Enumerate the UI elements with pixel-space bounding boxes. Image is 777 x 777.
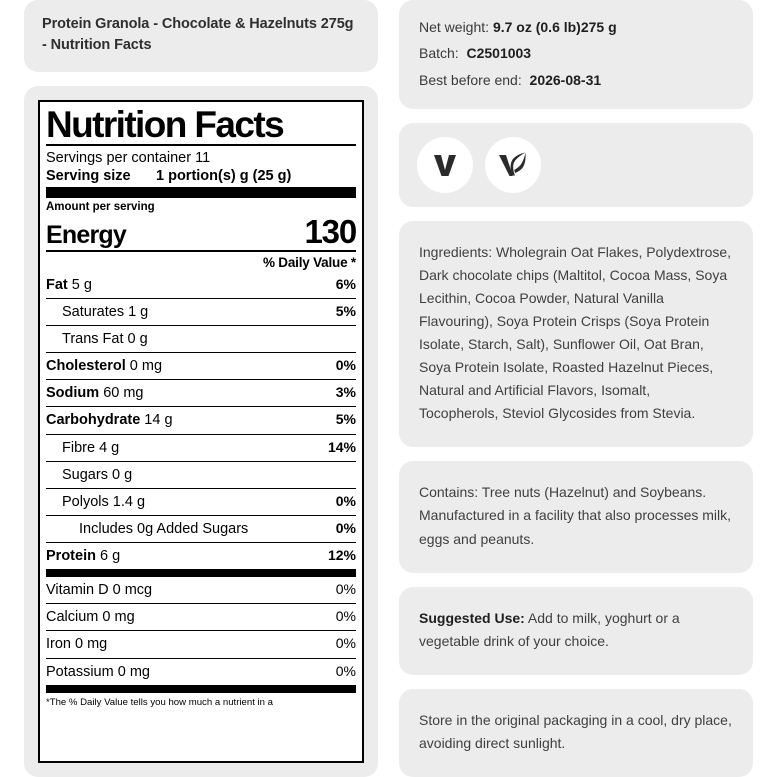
batch-label: Batch: xyxy=(419,45,459,62)
daily-value-header: % Daily Value * xyxy=(262,254,356,270)
daily-value: 0% xyxy=(335,492,356,509)
daily-value-footnote: *The % Daily Value tells you how much a nutrient in a xyxy=(46,696,273,708)
net-weight-label: Net weight: xyxy=(419,19,490,35)
net-weight-row xyxy=(419,14,733,40)
left-column xyxy=(24,0,378,777)
nutrient-rows xyxy=(46,272,356,569)
table-row xyxy=(46,577,356,603)
vitamin-name: Vitamin D 0 mcg xyxy=(46,582,153,599)
nutrient-name: Saturates 1 g xyxy=(62,303,149,320)
daily-value: 0% xyxy=(335,662,356,679)
nutrient-name: Fibre 4 g xyxy=(62,439,120,456)
daily-value: 0% xyxy=(335,635,356,652)
servings-per-container: Servings per container 11 xyxy=(46,149,211,166)
best-before-label: Best before end: xyxy=(419,71,522,88)
table-row xyxy=(46,326,356,352)
vegan-leaf-v-icon xyxy=(495,147,531,183)
daily-value: 6% xyxy=(335,275,356,292)
best-before-value: 2026-08-31 xyxy=(529,71,602,88)
suggested-use-card xyxy=(399,587,753,675)
nutrient-name: Fat 5 g xyxy=(46,276,92,293)
allergens-text: Contains: Tree nuts (Hazelnut) and Soybeans. Manufactured in a facility that also processes milk, eggs and peanuts. xyxy=(419,484,732,547)
nutrient-name: Carbohydrate 14 g xyxy=(46,412,173,429)
dietary-badges-card xyxy=(399,123,753,207)
nutrient-name: Sodium 60 mg xyxy=(46,385,144,402)
ingredients-text: Ingredients: Wholegrain Oat Flakes, Polydextrose, Dark chocolate chips (Maltitol, Cocoa Mass, Soya Lecithin, Cocoa Powder, Natural Vanilla Flavouring), Soya Protein Crisps (Soya Protein Isolate, Starch, Salt), Sunflower Oil, Oat Bran, Soya Protein Isolate, Roasted Hazelnut Pieces, Natural and Artificial Flavors, Isomalt, Tocopherols, Steviol Glycosides from Stevia. xyxy=(419,243,732,422)
nutrient-name: Trans Fat 0 g xyxy=(62,331,148,348)
table-row xyxy=(46,659,356,685)
divider-above-footnote xyxy=(46,685,356,693)
nutrition-facts-heading: Nutrition Facts xyxy=(46,104,284,146)
serving-size-row xyxy=(46,168,356,187)
best-before-row xyxy=(419,67,733,93)
table-row xyxy=(46,353,356,379)
vegan-badge xyxy=(485,137,541,193)
serving-size-value: 1 portion(s) g (25 g) xyxy=(156,167,292,184)
divider-thick-top xyxy=(46,187,356,198)
page-title: Protein Granola - Chocolate & Hazelnuts 275g - Nutrition Facts xyxy=(42,16,354,54)
table-row xyxy=(46,462,356,488)
vegetarian-v-icon xyxy=(428,148,462,182)
table-row xyxy=(46,435,356,461)
suggested-use-row xyxy=(419,607,733,653)
table-row xyxy=(46,489,356,515)
batch-row xyxy=(419,40,733,66)
energy-label: Energy xyxy=(46,220,126,249)
vitamin-name: Potassium 0 mg xyxy=(46,663,150,680)
right-column xyxy=(399,0,753,777)
table-row xyxy=(46,272,356,298)
daily-value: 0% xyxy=(335,581,356,598)
nutrient-name: Includes 0g Added Sugars xyxy=(79,520,249,537)
daily-value: 5% xyxy=(335,411,356,428)
energy-value: 130 xyxy=(304,212,356,250)
allergens-card xyxy=(399,461,753,572)
net-weight-value: 9.7 oz (0.6 lb)275 g xyxy=(492,19,617,35)
table-row xyxy=(46,516,356,542)
table-row xyxy=(46,407,356,433)
nutrient-name: Cholesterol 0 mg xyxy=(46,358,163,375)
nutrient-name: Protein 6 g xyxy=(46,548,121,565)
table-row xyxy=(46,543,356,569)
product-meta-card xyxy=(399,0,753,109)
daily-value: 14% xyxy=(327,438,356,455)
table-row xyxy=(46,380,356,406)
amount-per-serving-label: Amount per serving xyxy=(46,200,155,213)
nutrient-name: Polyols 1.4 g xyxy=(62,493,146,510)
daily-value: 0% xyxy=(335,357,356,374)
vegetarian-badge xyxy=(417,137,473,193)
suggested-use-label: Suggested Use: xyxy=(419,609,525,626)
product-title-card xyxy=(24,0,378,72)
daily-value: 12% xyxy=(327,547,356,564)
daily-value: 5% xyxy=(335,302,356,319)
nutrition-facts-card xyxy=(24,86,378,777)
storage-text: Store in the original packaging in a cool, dry place, avoiding direct sunlight. xyxy=(419,711,732,751)
suggested-use-text: Add to milk, yoghurt or a vegetable drink of your choice. xyxy=(419,609,680,649)
ingredients-card xyxy=(399,221,753,448)
daily-value: 0% xyxy=(335,519,356,536)
storage-card xyxy=(399,689,753,777)
table-row xyxy=(46,299,356,325)
vitamin-rows xyxy=(46,577,356,685)
vitamin-name: Iron 0 mg xyxy=(46,636,108,653)
batch-value: C2501003 xyxy=(466,45,532,62)
daily-value: 3% xyxy=(335,384,356,401)
nutrition-facts-label xyxy=(38,100,364,763)
table-row xyxy=(46,631,356,657)
serving-size-label: Serving size xyxy=(46,167,131,184)
nutrient-name: Sugars 0 g xyxy=(62,466,133,483)
divider-thick-bottom xyxy=(46,569,356,577)
table-row xyxy=(46,604,356,630)
energy-row xyxy=(46,212,356,250)
daily-value: 0% xyxy=(335,608,356,625)
vitamin-name: Calcium 0 mg xyxy=(46,609,135,626)
